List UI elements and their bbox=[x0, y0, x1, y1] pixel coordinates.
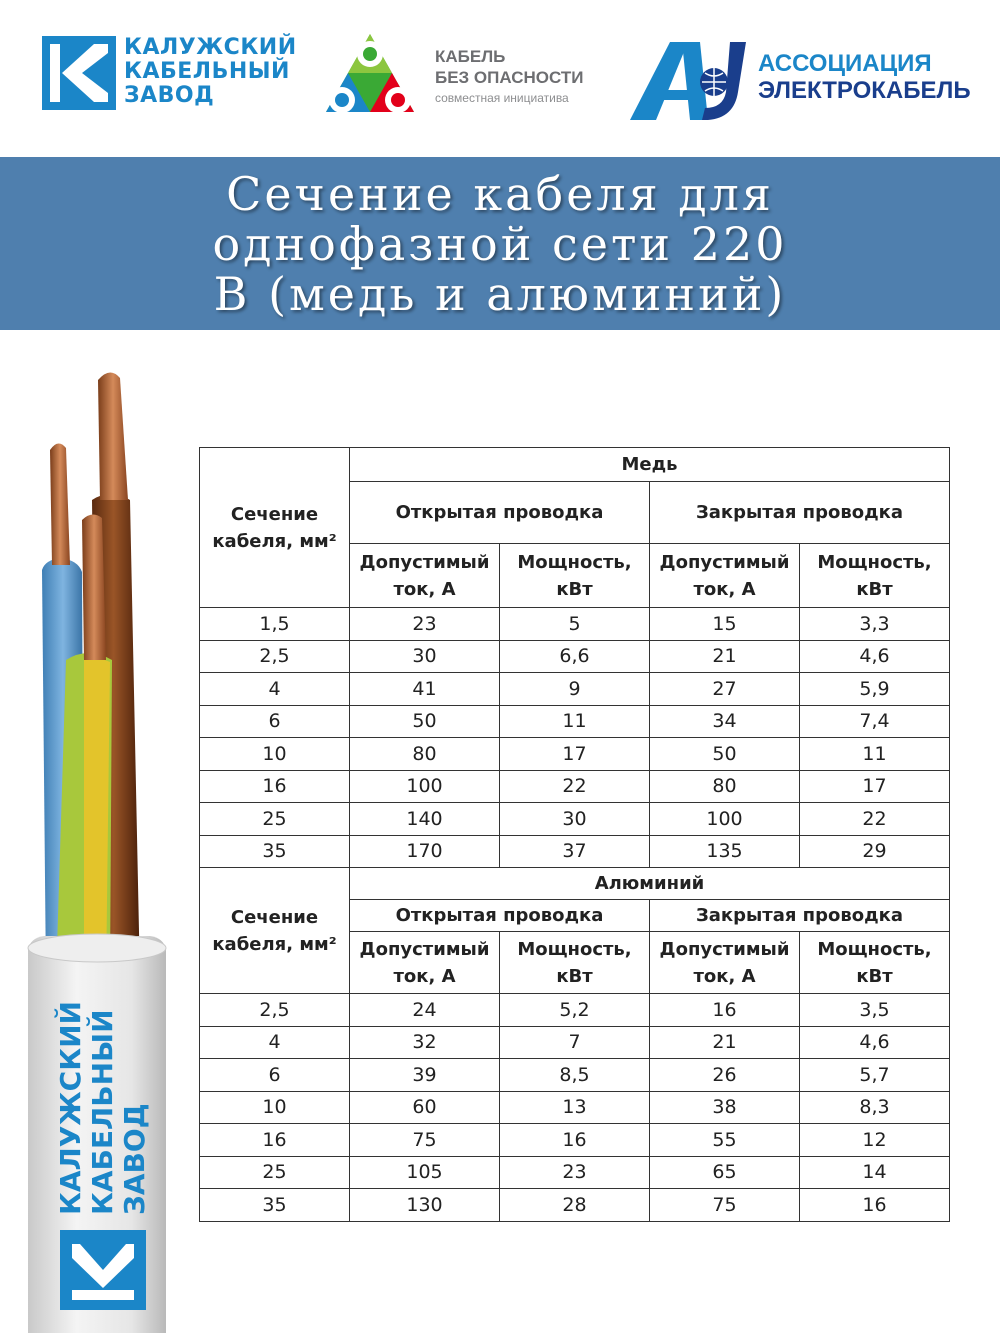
table-row: 4 32 7 21 4,6 bbox=[200, 1026, 950, 1059]
aluminum-closed-label: Закрытая проводка bbox=[650, 900, 950, 932]
copper-label: Медь bbox=[350, 448, 950, 482]
kkz-line-2: КАБЕЛЬНЫЙ bbox=[124, 59, 290, 84]
table-row: 4 41 9 27 5,9 bbox=[200, 673, 950, 706]
copper-closed-label: Закрытая проводка bbox=[650, 482, 950, 544]
table-row: 10 80 17 50 11 bbox=[200, 738, 950, 771]
aluminum-label: Алюминий bbox=[350, 868, 950, 900]
logo-header bbox=[0, 0, 1000, 155]
ae-line-1: АССОЦИАЦИЯ bbox=[758, 50, 932, 77]
table-row: 35 130 28 75 16 bbox=[200, 1189, 950, 1222]
copper-open-power-header: Мощность, кВт bbox=[500, 544, 650, 608]
cable-print-line-1: КАЛУЖСКИЙ bbox=[54, 1001, 87, 1215]
copper-open-current-header: Допустимый ток, А bbox=[350, 544, 500, 608]
copper-section-header: Сечение кабеля, мм² bbox=[200, 448, 350, 608]
kkz-line-3: ЗАВОД bbox=[124, 83, 215, 108]
kbo-rings-icon bbox=[320, 30, 420, 122]
aluminum-open-power-header: Мощность, кВт bbox=[500, 932, 650, 994]
kkz-logo bbox=[42, 35, 297, 110]
ae-logo bbox=[626, 38, 976, 122]
copper-open-label: Открытая проводка bbox=[350, 482, 650, 544]
kbo-title-line-2: БЕЗ ОПАСНОСТИ bbox=[435, 68, 584, 87]
table-row: 25 140 30 100 22 bbox=[200, 803, 950, 836]
kbo-subtitle: совместная инициатива bbox=[435, 91, 569, 105]
kbo-title-line-1: КАБЕЛЬ bbox=[435, 47, 506, 66]
kbo-logo bbox=[320, 30, 620, 122]
table-row: 16 75 16 55 12 bbox=[200, 1124, 950, 1157]
aluminum-open-current-header: Допустимый ток, А bbox=[350, 932, 500, 994]
title-line-3: В (медь и алюминий) bbox=[213, 267, 787, 321]
title-line-2: однофазной сети 220 bbox=[212, 217, 788, 271]
kkz-k-icon bbox=[42, 36, 116, 110]
kkz-line-1: КАЛУЖСКИЙ bbox=[124, 35, 297, 60]
aluminum-open-label: Открытая проводка bbox=[350, 900, 650, 932]
table-row: 25 105 23 65 14 bbox=[200, 1156, 950, 1189]
cable-print-line-3: ЗАВОД bbox=[118, 1103, 151, 1215]
title-line-1: Сечение кабеля для bbox=[226, 167, 774, 221]
ae-line-2: ЭЛЕКТРОКАБЕЛЬ bbox=[758, 77, 971, 104]
table-row: 35 170 37 135 29 bbox=[200, 835, 950, 868]
ae-monogram-icon bbox=[626, 38, 754, 122]
copper-closed-power-header: Мощность, кВт bbox=[800, 544, 950, 608]
cable-section-table bbox=[199, 447, 950, 1222]
aluminum-closed-power-header: Мощность, кВт bbox=[800, 932, 950, 994]
title-band bbox=[0, 157, 1000, 330]
cable-print-line-2: КАБЕЛЬНЫЙ bbox=[86, 1009, 119, 1215]
table-row: 2,5 24 5,2 16 3,5 bbox=[200, 994, 950, 1027]
table-row: 2,5 30 6,6 21 4,6 bbox=[200, 640, 950, 673]
page-title bbox=[60, 169, 940, 319]
aluminum-section-header: Сечение кабеля, мм² bbox=[200, 868, 350, 994]
copper-closed-current-header: Допустимый ток, А bbox=[650, 544, 800, 608]
table-row: 16 100 22 80 17 bbox=[200, 770, 950, 803]
table-row: 6 50 11 34 7,4 bbox=[200, 705, 950, 738]
table-row: 6 39 8,5 26 5,7 bbox=[200, 1059, 950, 1092]
aluminum-closed-current-header: Допустимый ток, А bbox=[650, 932, 800, 994]
table-row: 1,5 23 5 15 3,3 bbox=[200, 608, 950, 641]
table-row: 10 60 13 38 8,3 bbox=[200, 1091, 950, 1124]
cable-illustration bbox=[0, 360, 200, 1333]
